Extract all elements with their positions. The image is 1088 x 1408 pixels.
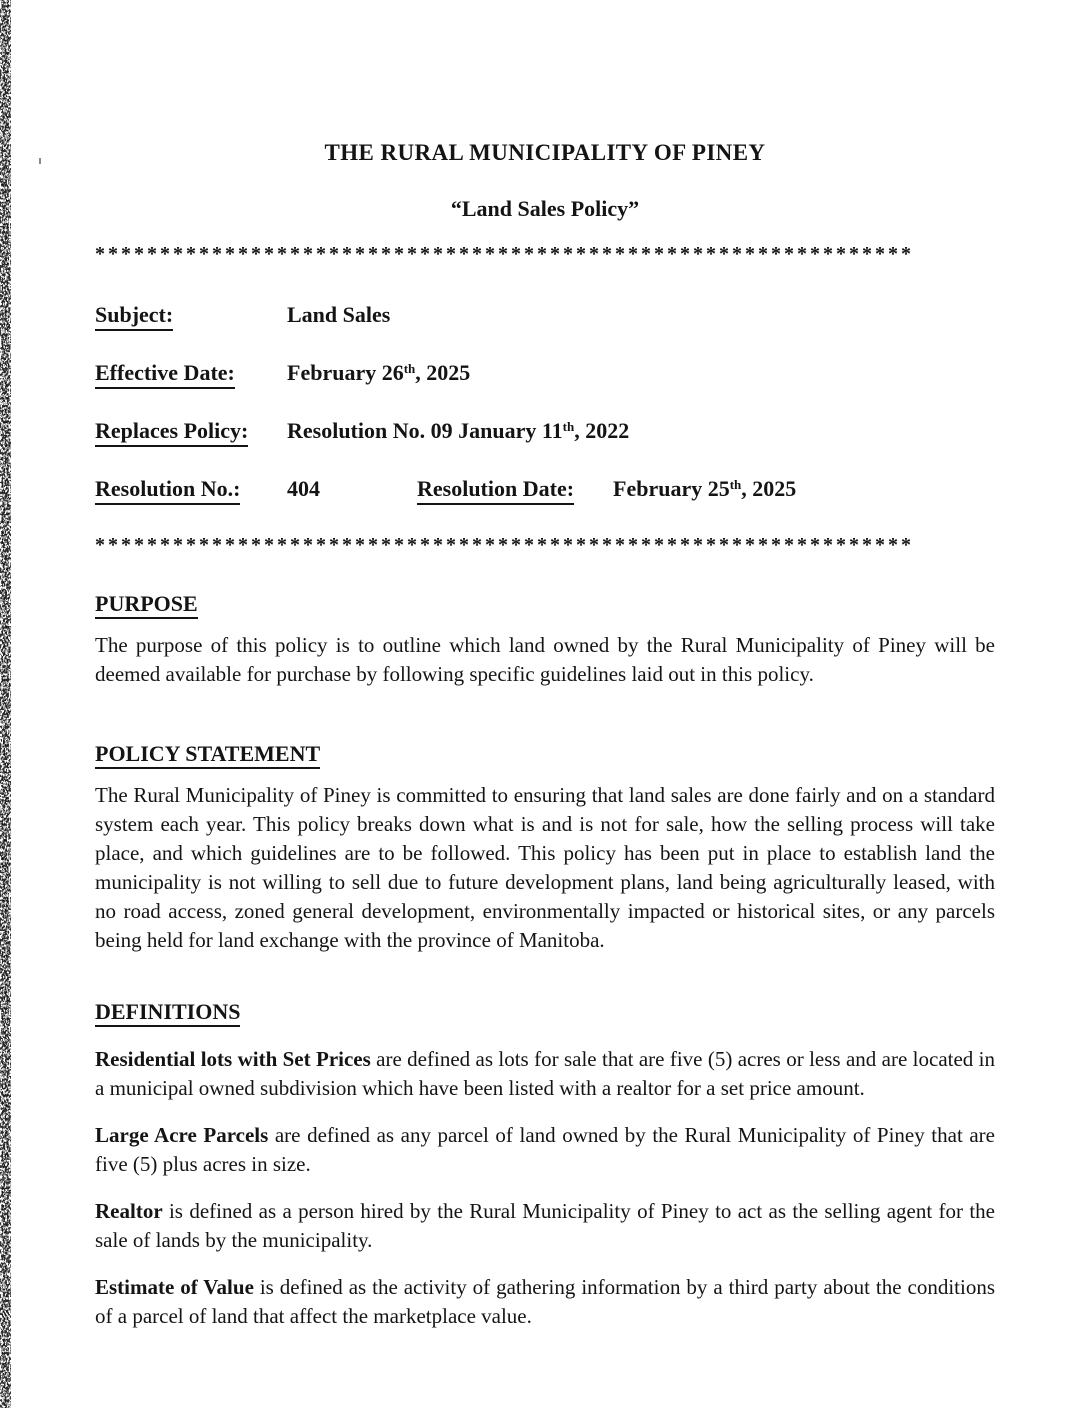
purpose-heading: PURPOSE xyxy=(95,591,995,619)
separator-top: *************************************************************** xyxy=(95,243,914,265)
policy-statement-paragraph: The Rural Municipality of Piney is committed to ensuring that land sales are done fairly and on a standard system each year. This policy breaks down what is and is not for sale, how the selling process will take place, and which guidelines are to be followed. This policy has been put in place to establish land the municipality is not willing to sell due to future development plans, land being agriculturally leased, with no road access, zoned general development, environmentally impacted or historical sites, or any parcels being held for land exchange with the province of Manitoba. xyxy=(95,783,995,952)
scan-speck xyxy=(39,158,41,164)
definition-term: Large Acre Parcels xyxy=(95,1123,269,1147)
purpose-paragraph: The purpose of this policy is to outline which land owned by the Rural Municipality of Piney will be deemed available for purchase by following specific guidelines laid out in this policy. xyxy=(95,633,995,686)
definition-term: Realtor xyxy=(95,1199,163,1223)
definition-text: is defined as a person hired by the Rural Municipality of Piney to act as the selling agent for the sale of lands by the municipality. xyxy=(95,1199,995,1252)
definition-text: is defined as the activity of gathering information by a third party about the conditions of a parcel of land that affect the marketplace value. xyxy=(95,1275,996,1328)
definition-large-acre-parcels xyxy=(95,1121,995,1179)
separator-bottom: *************************************************************** xyxy=(95,534,914,556)
meta-subject-row xyxy=(95,302,995,331)
meta-replaces-policy-row xyxy=(95,418,995,447)
definitions-heading: DEFINITIONS xyxy=(95,999,995,1027)
scan-edge-noise xyxy=(0,0,16,1408)
document-subtitle: “Land Sales Policy” xyxy=(450,196,640,221)
definition-term: Residential lots with Set Prices xyxy=(95,1047,371,1071)
replaces-policy-label: Replaces Policy: xyxy=(95,418,248,447)
document-title: THE RURAL MUNICIPALITY OF PINEY xyxy=(324,140,766,165)
subject-value: Land Sales xyxy=(287,302,391,327)
definition-text: are defined as any parcel of land owned by the Rural Municipality of Piney that are five (5) plus acres in size. xyxy=(95,1123,995,1176)
definition-text: are defined as lots for sale that are five (5) acres or less and are located in a municipal owned subdivision which have been listed with a realtor for a set price amount. xyxy=(95,1047,996,1100)
document-content xyxy=(95,0,995,1331)
meta-effective-date-row xyxy=(95,360,995,389)
definition-estimate-of-value xyxy=(95,1273,995,1331)
resolution-no-label: Resolution No.: xyxy=(95,476,240,505)
effective-date-value: February 26th, 2025 xyxy=(287,360,471,385)
definition-term: Estimate of Value xyxy=(95,1275,254,1299)
meta-block xyxy=(95,302,995,505)
resolution-date-label: Resolution Date: xyxy=(417,476,574,505)
resolution-no-value: 404 xyxy=(287,476,320,501)
policy-statement-heading: POLICY STATEMENT xyxy=(95,741,995,769)
definition-realtor xyxy=(95,1197,995,1255)
subject-label: Subject: xyxy=(95,302,173,331)
meta-resolution-row xyxy=(95,476,995,505)
replaces-policy-value: Resolution No. 09 January 11th, 2022 xyxy=(287,418,630,443)
definition-residential-lots xyxy=(95,1045,995,1103)
effective-date-label: Effective Date: xyxy=(95,360,235,389)
resolution-date-value: February 25th, 2025 xyxy=(613,476,797,501)
